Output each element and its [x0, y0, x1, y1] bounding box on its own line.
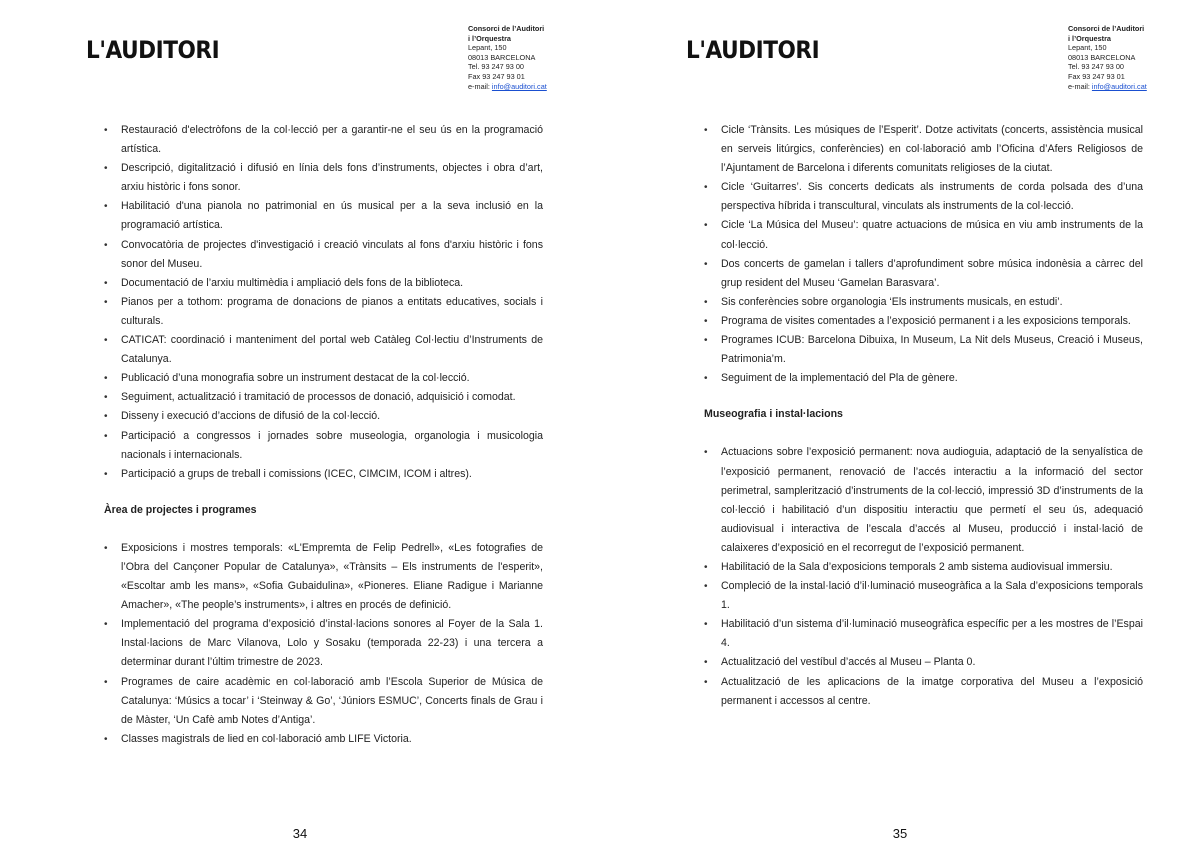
left-bullets-bottom: [104, 539, 543, 749]
street: Lepant, 150: [468, 43, 507, 53]
right-section-heading: Museografia i instal·lacions: [704, 408, 843, 421]
auditori-logo: L'AUDITORI: [86, 36, 220, 64]
bullet-item: • CATICAT: coordinació i manteniment del portal web Catàleg Col·lectiu d’Instruments de Catalunya.: [104, 331, 543, 369]
bullet-item: • Cicle ‘La Música del Museu’: quatre actuacions de música en viu amb instruments de la col·lecció.: [704, 216, 1143, 254]
address-block: [468, 24, 547, 91]
tel: Tel. 93 247 93 00: [1068, 62, 1124, 72]
bullet-item: • Actualització de les aplicacions de la imatge corporativa del Museu a l’exposició permanent i accessos al centre.: [704, 673, 1143, 711]
email-link[interactable]: info@auditori.cat: [491, 81, 547, 91]
city: 08013 BARCELONA: [468, 52, 536, 62]
bullet-item: • Sis conferències sobre organologia ‘Els instruments musicals, en estudi’.: [704, 293, 1143, 312]
bullet-item: • Habilitació de la Sala d’exposicions temporals 2 amb sistema audiovisual immersiu.: [704, 558, 1143, 577]
right-bullets-bottom: [704, 443, 1143, 710]
bullet-item: • Convocatòria de projectes d'investigació i creació vinculats al fons d'arxiu històric i fons sonor del Museu.: [104, 236, 543, 274]
city: 08013 BARCELONA: [1068, 52, 1136, 62]
bullet-item: • Implementació del programa d’exposició d’instal·lacions sonores al Foyer de la Sala 1. Instal·lacions de Marc Vilanova, Lolo y Sosaku (temporada 22-23) i una tercera a determinar durant l’últim trimestre de 2023.: [104, 615, 543, 672]
left-section-heading: Àrea de projectes i programes: [104, 503, 257, 516]
bullet-item: • Programa de visites comentades a l’exposició permanent i a les exposicions temporals.: [704, 312, 1143, 331]
bullet-item: • Actualització del vestíbul d’accés al Museu – Planta 0.: [704, 653, 1143, 672]
bullet-item: • Actuacions sobre l’exposició permanent: nova audioguia, adaptació de la senyalística de l’exposició permanent, renovació de l’accés interactiu a la informació del sector perimetral, samplerització d’instruments de la col·lecció, impressió 3D d’instruments de la col·lecció i habilitació d’un dispositiu interactiu que permetí el seu ús, adequació audiovisual i interactiva de l’escala d’accés al Museu, producció i instal·lació de calaixeres d’exposició en el recorregut de l’exposició permanent.: [704, 443, 1143, 558]
bullet-item: • Programes ICUB: Barcelona Dibuixa, In Museum, La Nit dels Museus, Creació i Museus, Patrimonia’m.: [704, 331, 1143, 369]
page-right: [600, 0, 1200, 848]
left-bullets-top: [104, 121, 543, 484]
page-number-left: 34: [292, 826, 308, 841]
bullet-item: • Classes magistrals de lied en col·laboració amb LIFE Victoria.: [104, 730, 543, 749]
fax: Fax 93 247 93 01: [468, 71, 525, 81]
right-bullets-top: [704, 121, 1143, 388]
bullet-item: • Disseny i execució d’accions de difusió de la col·lecció.: [104, 407, 543, 426]
bullet-item: • Exposicions i mostres temporals: «L'Empremta de Felip Pedrell», «Les fotografies de l’Obra del Cançoner Popular de Catalunya», «Trànsits – Els instruments de l'esperit», «Escoltar amb les mans», «Sofia Gubaidulina», «Pioneres. Eliane Radigue i Marianne Amacher», «The people’s instruments», i altres en procés de definició.: [104, 539, 543, 615]
bullet-item: • Participació a congressos i jornades sobre museologia, organologia i musicologia nacionals i internacionals.: [104, 427, 543, 465]
tel: Tel. 93 247 93 00: [468, 62, 524, 72]
bullet-item: • Habilitació d’un sistema d’il·luminació museogràfica específic per a les mostres de l’Espai 4.: [704, 615, 1143, 653]
bullet-item: • Documentació de l’arxiu multimèdia i ampliació dels fons de la biblioteca.: [104, 274, 543, 293]
fax: Fax 93 247 93 01: [1068, 71, 1125, 81]
bullet-item: • Restauració d'electròfons de la col·lecció per a garantir-ne el seu ús en la programació artística.: [104, 121, 543, 159]
left-content: [104, 121, 543, 749]
auditori-logo: L'AUDITORI: [686, 36, 820, 64]
org-line2: i l’Orquestra: [468, 33, 511, 43]
bullet-item: • Publicació d’una monografia sobre un instrument destacat de la col·lecció.: [104, 369, 543, 388]
bullet-item: • Cicle ‘Trànsits. Les músiques de l’Esperit’. Dotze activitats (concerts, assistència musical en serveis litúrgics, conferències) en col·laboració amb l’Oficina d’Afers Religiosos de l’Ajuntament de Barcelona i diferents comunitats religioses de la ciutat.: [704, 121, 1143, 178]
org-line2: i l’Orquestra: [1068, 33, 1111, 43]
email-label: e-mail:: [1068, 81, 1092, 91]
bullet-item: • Seguiment, actualització i tramitació de processos de donació, adquisició i comodat.: [104, 388, 543, 407]
bullet-item: • Descripció, digitalització i difusió en línia dels fons d’instruments, objectes i obra d’art, arxiu històric i fons sonor.: [104, 159, 543, 197]
email-line: [468, 82, 547, 92]
bullet-item: • Compleció de la instal·lació d’il·luminació museogràfica a la Sala d’exposicions temporals 1.: [704, 577, 1143, 615]
bullet-item: • Participació a grups de treball i comissions (ICEC, CIMCIM, ICOM i altres).: [104, 465, 543, 484]
email-label: e-mail:: [468, 81, 492, 91]
page-number-right: 35: [892, 826, 908, 841]
org-line1: Consorci de l’Auditori: [468, 24, 545, 33]
bullet-item: • Pianos per a tothom: programa de donacions de pianos a entitats educatives, socials i culturals.: [104, 293, 543, 331]
bullet-item: • Habilitació d'una pianola no patrimonial en ús musical per a la seva inclusió en la programació artística.: [104, 197, 543, 235]
right-content: [704, 121, 1143, 711]
bullet-item: • Seguiment de la implementació del Pla de gènere.: [704, 369, 1143, 388]
org-line1: Consorci de l’Auditori: [1068, 24, 1145, 33]
email-line: [1068, 82, 1147, 92]
bullet-item: • Dos concerts de gamelan i tallers d’aprofundiment sobre música indonèsia a càrrec del grup resident del Museu ‘Gamelan Barasvara’.: [704, 255, 1143, 293]
bullet-item: • Programes de caire acadèmic en col·laboració amb l’Escola Superior de Música de Catalunya: ‘Músics a tocar’ i ‘Steinway & Go’, ‘Júniors ESMUC’, Concerts finals de Grau i de Màster, ‘Un Cafè amb Notes d’Antiga’.: [104, 673, 543, 730]
street: Lepant, 150: [1068, 43, 1107, 53]
email-link[interactable]: info@auditori.cat: [1091, 81, 1147, 91]
address-block: [1068, 24, 1147, 91]
bullet-item: • Cicle ‘Guitarres’. Sis concerts dedicats als instruments de corda polsada des d’una perspectiva híbrida i transcultural, vinculats als instruments de la col·lecció.: [704, 178, 1143, 216]
